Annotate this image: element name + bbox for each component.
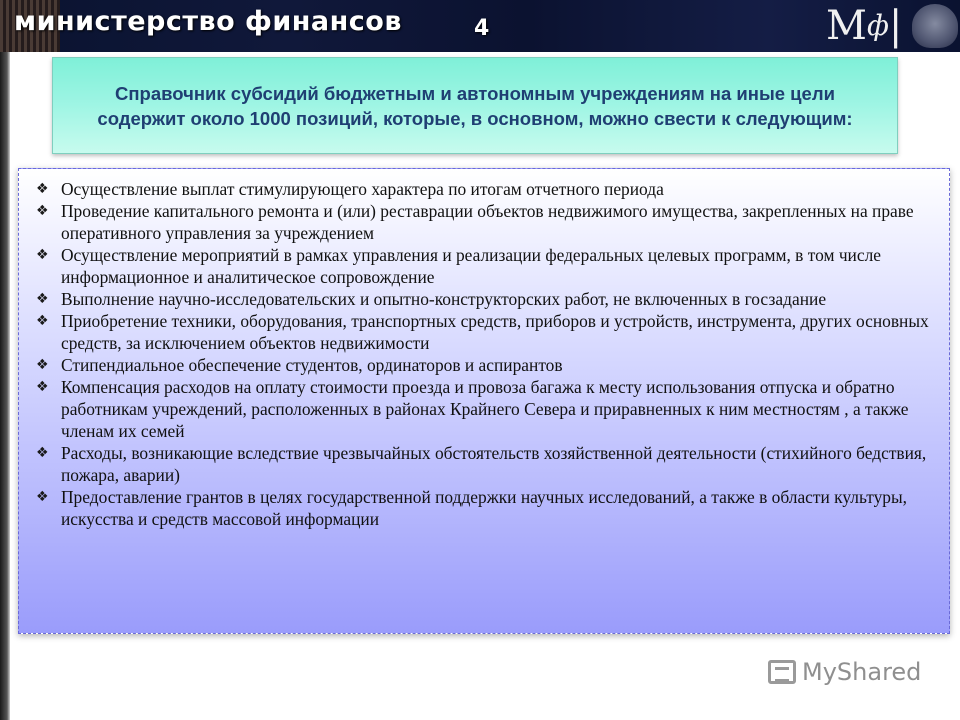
list-item-text: Приобретение техники, оборудования, транспортных средств, приборов и устройств, инструмента, других основных средств, за исключением объектов недвижимости <box>61 311 929 353</box>
ministry-title: министерство финансов <box>14 6 402 37</box>
list-item-text: Стипендиальное обеспечение студентов, ординаторов и аспирантов <box>61 355 563 375</box>
list-item <box>36 354 935 376</box>
list-item-text: Предоставление грантов в целях государственной поддержки научных исследований, а также в области культуры, искусства и средств массовой информации <box>61 487 908 529</box>
watermark-text: MyShared <box>802 658 922 686</box>
diamond-bullet-icon: ❖ <box>36 203 49 219</box>
heading-box <box>52 57 898 154</box>
diamond-bullet-icon: ❖ <box>36 445 49 461</box>
subsidy-list <box>36 178 935 530</box>
presentation-icon <box>768 660 796 684</box>
heading-text: Справочник субсидий бюджетным и автономным учреждениям на иные цели содержит около 1000 позиций, которые, в основном, можно свести к следующим: <box>97 82 853 129</box>
diamond-bullet-icon: ❖ <box>36 313 49 329</box>
diamond-bullet-icon: ❖ <box>36 181 49 197</box>
list-item <box>36 288 935 310</box>
logo-letter-f: ф <box>866 9 889 42</box>
list-item <box>36 244 935 288</box>
coat-of-arms-icon <box>912 4 958 48</box>
list-item <box>36 310 935 354</box>
diamond-bullet-icon: ❖ <box>36 357 49 373</box>
list-item-text: Выполнение научно-исследовательских и опытно-конструкторских работ, не включенных в госзадание <box>61 289 827 309</box>
diamond-bullet-icon: ❖ <box>36 379 49 395</box>
list-item <box>36 178 935 200</box>
left-edge-bar <box>0 52 10 720</box>
diamond-bullet-icon: ❖ <box>36 247 49 263</box>
logo-letter-m: М <box>826 3 867 49</box>
diamond-bullet-icon: ❖ <box>36 291 49 307</box>
list-item-text: Осуществление мероприятий в рамках управления и реализации федеральных целевых программ, в том числе информационное и аналитическое сопровождение <box>61 245 881 287</box>
list-item-text: Осуществление выплат стимулирующего характера по итогам отчетного периода <box>61 179 664 199</box>
diamond-bullet-icon: ❖ <box>36 489 49 505</box>
logo-letter-bar: | <box>888 3 903 49</box>
myshared-watermark <box>768 655 921 689</box>
list-item-text: Компенсация расходов на оплату стоимости проезда и провоза багажа к месту использования отпуска и обратно работникам учреждений, расположенных в районах Крайнего Севера и приравненных к ним местностям , а также членам их семей <box>61 377 909 441</box>
list-item <box>36 376 935 442</box>
page-number: 4 <box>474 16 490 41</box>
list-item-text: Расходы, возникающие вследствие чрезвычайных обстоятельств хозяйственной деятельности (стихийного бедствия, пожара, аварии) <box>61 443 927 485</box>
list-item <box>36 200 935 244</box>
list-item <box>36 442 935 486</box>
header-banner <box>0 0 960 52</box>
list-item <box>36 486 935 530</box>
ministry-logo <box>826 2 902 50</box>
list-item-text: Проведение капитального ремонта и (или) реставрации объектов недвижимого имущества, закрепленных на праве оперативного управления за учреждением <box>61 201 914 243</box>
subsidy-list-box <box>18 168 950 634</box>
